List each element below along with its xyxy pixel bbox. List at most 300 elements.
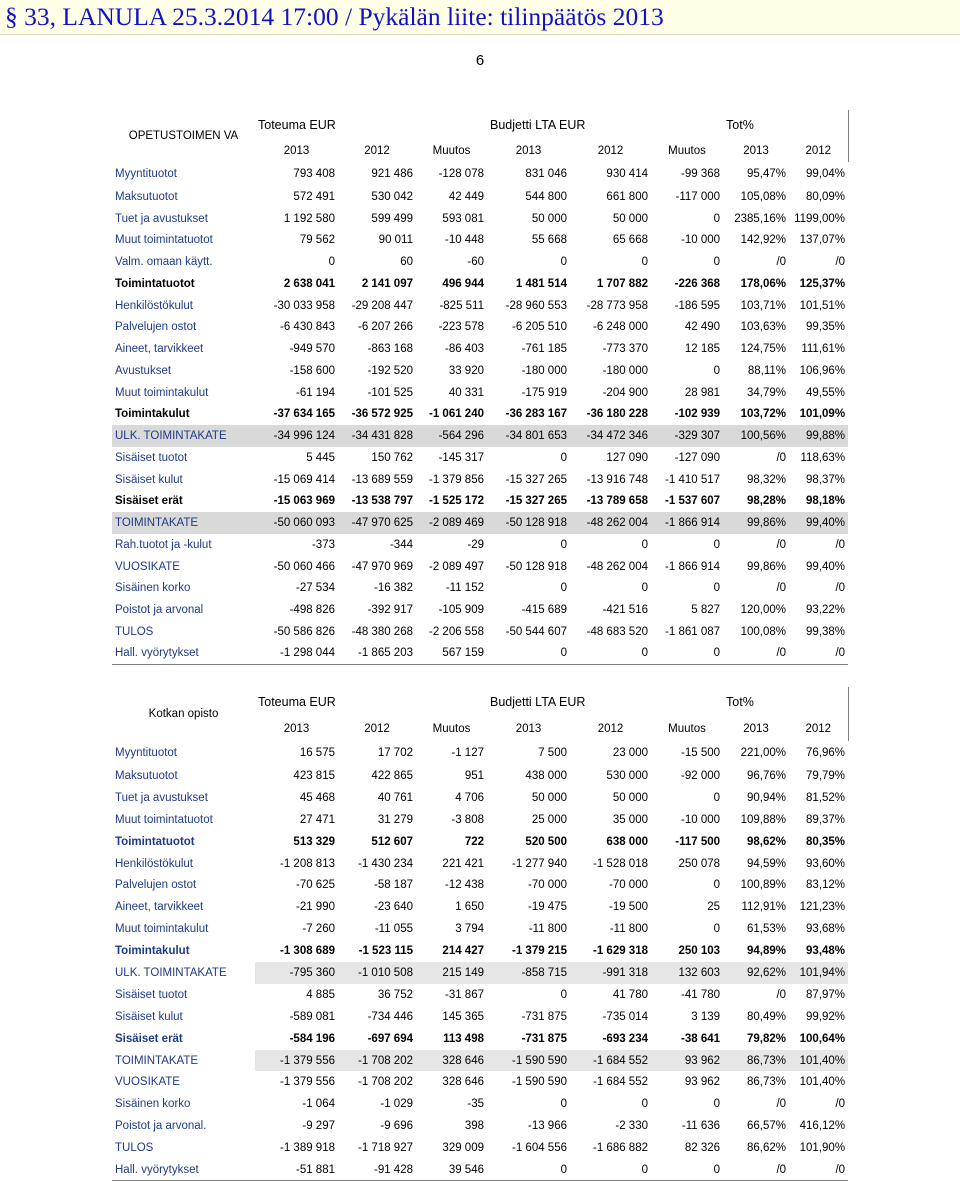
cell-value: 94,59% (747, 857, 787, 870)
cell-value: -991 318 (570, 962, 651, 984)
cell-value: -47 970 969 (351, 560, 413, 573)
cell-value: 513 329 (293, 835, 335, 848)
cell-value: 921 486 (371, 168, 413, 180)
cell-value: 1 481 514 (515, 277, 567, 290)
cell-value: 16 575 (299, 747, 335, 759)
row-label: Sisäiset kulut (115, 1010, 183, 1023)
table-row (112, 317, 848, 339)
cell-value: 93,68% (806, 923, 846, 936)
cell-value: -1 308 689 (280, 945, 335, 958)
cell-value: 35 000 (612, 813, 648, 826)
opetustoimi-table (112, 110, 849, 665)
cell-value: -734 446 (367, 1010, 413, 1023)
cell-value: 722 (464, 835, 484, 848)
cell-value: -1 010 508 (338, 962, 416, 984)
cell-value: 567 159 (416, 643, 487, 665)
cell-value: 930 414 (606, 168, 648, 180)
cell-value: 150 762 (371, 451, 413, 464)
cell-value: 98,62% (747, 835, 787, 848)
cell-value: -50 060 093 (255, 512, 338, 534)
cell-value: -10 000 (681, 813, 721, 826)
cell-value: 79,79% (806, 769, 846, 782)
cell-value: 98,32% (747, 473, 787, 486)
cell-value: 113 498 (443, 1032, 484, 1045)
cell-value: 0 (641, 538, 648, 551)
year-header: 2012 (789, 717, 848, 741)
column-group-group3: Tot% (723, 110, 848, 140)
cell-value: 65 668 (612, 234, 648, 247)
cell-value: 34,79% (747, 386, 787, 399)
row-label: Maksutuotot (115, 769, 178, 782)
cell-value: -50 544 607 (505, 625, 567, 638)
cell-value: 0 (713, 212, 721, 225)
cell-value: /0 (789, 1159, 848, 1181)
table-row (112, 534, 848, 556)
year-header: 2013 (283, 723, 310, 735)
cell-value: 4 885 (306, 988, 335, 1001)
cell-value: -50 128 918 (505, 560, 567, 573)
cell-value: 50 000 (531, 791, 567, 804)
cell-value: 17 702 (377, 747, 413, 759)
cell-value: 118,63% (800, 451, 846, 464)
cell-value: -127 090 (674, 451, 721, 464)
cell-value: -1 430 234 (358, 857, 413, 870)
table-row (112, 621, 848, 643)
table-row (112, 404, 848, 426)
cell-value: -47 970 625 (338, 512, 416, 534)
cell-value: -731 875 (521, 1010, 567, 1023)
cell-value: -392 917 (367, 604, 413, 617)
cell-value: -180 000 (602, 364, 648, 377)
row-label: Sisäiset kulut (115, 473, 183, 486)
table-row (112, 1050, 848, 1072)
cell-value: -19 475 (527, 901, 567, 914)
row-label: Tuet ja avustukset (115, 791, 208, 804)
row-label: Muut toimintatuotot (115, 234, 213, 247)
year-header: 2013 (283, 145, 310, 157)
row-label: TULOS (115, 625, 154, 638)
cell-value: -373 (311, 538, 335, 551)
cell-value: 96,76% (747, 769, 787, 782)
page-number: 6 (475, 52, 485, 69)
cell-value: 93 962 (684, 1076, 721, 1089)
cell-value: -415 689 (521, 604, 567, 617)
table-row (112, 984, 848, 1006)
cell-value: -6 207 266 (358, 321, 413, 334)
table-row (112, 874, 848, 896)
cell-value: -34 996 124 (255, 425, 338, 447)
cell-value: -1 684 552 (593, 1076, 648, 1089)
year-header: Muutos (432, 723, 471, 735)
year-header: 2013 (515, 723, 542, 735)
cell-value: -13 789 658 (586, 495, 648, 508)
banner-title: § 33, LANULA 25.3.2014 17:00 / Pykälän liite: tilinpäätös 2013 (5, 2, 664, 31)
cell-value: -329 307 (651, 425, 723, 447)
table-row (112, 578, 848, 600)
cell-value: 99,86% (723, 512, 789, 534)
cell-value: -13 538 797 (351, 495, 413, 508)
year-header: Muutos (668, 723, 706, 735)
row-label: Hall. vyörytykset (112, 1159, 255, 1181)
cell-value: -86 403 (444, 343, 484, 356)
year-header: 2013 (743, 145, 769, 157)
table-row (112, 512, 848, 534)
cell-value: -2 089 469 (416, 512, 487, 534)
cell-value: -1 379 215 (512, 945, 567, 958)
cell-value: 0 (651, 643, 723, 665)
cell-value: -11 636 (681, 1120, 721, 1133)
cell-value: -2 330 (615, 1120, 648, 1133)
cell-value: -1 389 918 (280, 1142, 335, 1155)
cell-value: 145 365 (442, 1010, 484, 1023)
cell-value: 221,00% (740, 747, 787, 759)
column-group-group2: Budjetti LTA EUR (490, 118, 586, 132)
cell-value: 111,61% (801, 343, 846, 356)
kotkan-opisto-table (112, 687, 849, 1181)
cell-value: 101,40% (789, 1050, 848, 1072)
table-row (112, 643, 848, 665)
row-label: Toimintatuotot (115, 835, 195, 848)
table-row (112, 447, 848, 469)
row-label: Toimintatuotot (115, 277, 195, 290)
cell-value: 0 (713, 538, 721, 551)
cell-value: 80,35% (806, 835, 846, 848)
cell-value: -11 800 (609, 923, 648, 936)
table-row (112, 1159, 848, 1181)
cell-value: -2 089 497 (429, 560, 484, 573)
cell-value: 530 000 (606, 769, 648, 782)
cell-value: 45 468 (299, 791, 335, 804)
table-row (112, 853, 848, 875)
table-row (112, 425, 848, 447)
cell-value: -949 570 (289, 343, 335, 356)
cell-value: -36 572 925 (351, 408, 413, 421)
cell-value: -498 826 (289, 604, 335, 617)
row-label: Sisäinen korko (115, 582, 191, 595)
cell-value: -70 000 (527, 879, 567, 892)
year-header: 2012 (364, 145, 390, 157)
row-label: TULOS (115, 1142, 154, 1155)
cell-value: -16 382 (373, 582, 413, 595)
cell-value: -1 866 914 (665, 560, 721, 573)
cell-value: -1 537 607 (665, 495, 721, 508)
cell-value: -863 168 (367, 343, 413, 356)
document-banner (0, 0, 960, 35)
cell-value: 250 078 (678, 857, 721, 870)
cell-value: 27 471 (299, 813, 335, 826)
cell-value: 328 646 (442, 1076, 484, 1089)
cell-value: 39 546 (416, 1159, 487, 1181)
table-row (112, 1093, 848, 1115)
cell-value: 438 000 (525, 769, 567, 782)
cell-value: 61,53% (747, 923, 787, 936)
cell-value: -1 629 318 (593, 945, 648, 958)
cell-value: -117 000 (675, 190, 721, 203)
row-label: Henkilöstökulut (115, 299, 193, 312)
cell-value: /0 (723, 1159, 789, 1181)
cell-value: 512 607 (371, 835, 413, 848)
cell-value: 831 046 (525, 168, 567, 180)
row-label: Avustukset (115, 364, 172, 377)
cell-value: 101,09% (799, 408, 846, 421)
table-row (112, 1028, 848, 1050)
cell-value: -34 472 346 (570, 425, 651, 447)
cell-value: -48 683 520 (586, 625, 648, 638)
cell-value: -27 534 (295, 582, 335, 595)
cell-value: 100,56% (723, 425, 789, 447)
cell-value: 94,89% (747, 945, 787, 958)
cell-value: 530 042 (371, 190, 413, 203)
cell-value: 98,37% (806, 473, 846, 486)
cell-value: 83,12% (806, 879, 846, 892)
cell-value: 106,96% (799, 364, 846, 377)
table-row (112, 1115, 848, 1137)
cell-value: 66,57% (747, 1120, 787, 1133)
cell-value: 49,55% (806, 386, 846, 399)
cell-value: -38 641 (681, 1032, 721, 1045)
cell-value: -9 696 (380, 1120, 413, 1133)
cell-value: 109,88% (740, 813, 787, 826)
year-header: Muutos (668, 145, 706, 157)
cell-value: -145 317 (438, 451, 484, 464)
cell-value: 12 185 (684, 343, 721, 356)
cell-value: -1 866 914 (651, 512, 723, 534)
cell-value: 0 (560, 1098, 567, 1111)
cell-value: -735 014 (602, 1010, 648, 1023)
cell-value: -11 152 (445, 582, 484, 595)
row-label: Muut toimintakulut (115, 386, 209, 399)
row-label: Valm. omaan käytt. (115, 256, 213, 269)
cell-value: -1 298 044 (255, 643, 338, 665)
cell-value: -15 500 (681, 747, 721, 759)
cell-value: -19 500 (608, 901, 648, 914)
cell-value: -223 578 (438, 321, 484, 334)
row-label: Palvelujen ostot (115, 879, 197, 892)
cell-value: -1 684 552 (570, 1050, 651, 1072)
cell-value: 178,06% (740, 277, 787, 290)
cell-value: -693 234 (602, 1032, 648, 1045)
cell-value: 593 081 (442, 212, 484, 225)
cell-value: 81,52% (806, 791, 846, 804)
cell-value: 638 000 (606, 835, 648, 848)
cell-value: 1 192 580 (283, 212, 335, 225)
cell-value: /0 (776, 451, 787, 464)
cell-value: 1199,00% (794, 212, 846, 225)
cell-value: 99,88% (789, 425, 848, 447)
table-row (112, 765, 848, 787)
table-row (112, 556, 848, 578)
cell-value: -29 (467, 538, 484, 551)
cell-value: -1 379 556 (255, 1050, 338, 1072)
cell-value: -13 689 559 (351, 473, 413, 486)
cell-value: 90 011 (378, 234, 413, 247)
cell-value: 103,72% (740, 408, 787, 421)
cell-value: 40 761 (377, 791, 413, 804)
cell-value: -731 875 (521, 1032, 567, 1045)
cell-value: -1 208 813 (280, 857, 335, 870)
cell-value: -564 296 (416, 425, 487, 447)
cell-value: -21 990 (295, 901, 335, 914)
cell-value: -101 525 (367, 386, 413, 399)
header-row (112, 687, 848, 717)
table-row (112, 382, 848, 404)
cell-value: 328 646 (416, 1050, 487, 1072)
cell-value: -1 523 115 (358, 945, 413, 958)
cell-value: -60 (467, 256, 484, 269)
cell-value: /0 (789, 643, 848, 665)
cell-value: 398 (464, 1120, 484, 1133)
cell-value: -102 939 (674, 408, 721, 421)
row-label: Rah.tuotot ja -kulut (115, 538, 212, 551)
column-group-group2: Budjetti LTA EUR (490, 695, 586, 709)
cell-value: -50 128 918 (487, 512, 570, 534)
cell-value: -1 277 940 (512, 857, 567, 870)
cell-value: 92,62% (723, 962, 789, 984)
cell-value: 4 706 (455, 791, 484, 804)
row-label: Palvelujen ostot (115, 321, 197, 334)
cell-value: 88,11% (747, 364, 787, 377)
cell-value: 99,86% (747, 560, 787, 573)
row-label: Hall. vyörytykset (112, 643, 255, 665)
cell-value: /0 (776, 988, 787, 1001)
cell-value: 121,23% (799, 901, 846, 914)
cell-value: 41 780 (612, 988, 648, 1001)
cell-value: /0 (776, 1098, 787, 1111)
cell-value: 23 000 (612, 747, 648, 759)
cell-value: 5 445 (306, 451, 335, 464)
cell-value: -92 000 (681, 769, 721, 782)
cell-value: -421 516 (602, 604, 648, 617)
table-row (112, 1006, 848, 1028)
cell-value: -15 069 414 (273, 473, 335, 486)
table-title: OPETUSTOIMEN VA (128, 130, 239, 142)
cell-value: 0 (713, 1098, 721, 1111)
cell-value: 793 408 (293, 168, 335, 180)
cell-value: 423 815 (293, 769, 335, 782)
cell-value: 3 139 (691, 1010, 721, 1023)
cell-value: -51 881 (255, 1159, 338, 1181)
header-row (112, 110, 848, 140)
row-label: VUOSIKATE (115, 560, 180, 573)
cell-value: 572 491 (293, 190, 335, 203)
cell-value: 496 944 (442, 277, 484, 290)
cell-value: -50 586 826 (273, 625, 335, 638)
year-header: 2012 (789, 140, 848, 162)
row-label: Toimintakulut (115, 945, 190, 958)
cell-value: -1 127 (451, 747, 484, 759)
cell-value: /0 (776, 256, 787, 269)
cell-value: 7 500 (538, 747, 567, 759)
cell-value: 5 827 (691, 604, 721, 617)
row-label: Sisäinen korko (115, 1098, 191, 1111)
cell-value: -7 260 (302, 923, 335, 936)
cell-value: 36 752 (377, 988, 413, 1001)
cell-value: 80,49% (747, 1010, 787, 1023)
cell-value: 95,47% (747, 168, 787, 180)
row-label: Henkilöstökulut (115, 857, 193, 870)
cell-value: 142,92% (740, 234, 787, 247)
cell-value: 42 449 (448, 190, 484, 203)
cell-value: -13 966 (527, 1120, 567, 1133)
cell-value: -1 865 203 (338, 643, 416, 665)
table-row (112, 230, 848, 252)
cell-value: /0 (776, 582, 787, 595)
cell-value: /0 (835, 1098, 846, 1111)
cell-value: 93,48% (806, 945, 846, 958)
cell-value: -91 428 (338, 1159, 416, 1181)
cell-value: -48 262 004 (570, 512, 651, 534)
cell-value: -1 379 556 (280, 1076, 335, 1089)
cell-value: 422 865 (371, 769, 413, 782)
cell-value: /0 (835, 538, 846, 551)
cell-value: -15 327 265 (505, 473, 567, 486)
cell-value: 90,94% (747, 791, 787, 804)
row-label: TOIMINTAKATE (112, 512, 255, 534)
cell-value: 0 (328, 256, 335, 269)
cell-value: -1 525 172 (429, 495, 484, 508)
cell-value: 50 000 (612, 791, 648, 804)
cell-value: -48 380 268 (351, 625, 413, 638)
cell-value: 0 (713, 879, 721, 892)
row-label: Muut toimintakulut (115, 923, 209, 936)
table-row (112, 186, 848, 208)
cell-value: -180 000 (521, 364, 567, 377)
row-label: Sisäiset tuotot (115, 451, 188, 464)
cell-value: -1 528 018 (593, 857, 648, 870)
cell-value: 125,37% (799, 277, 846, 290)
cell-value: 2 141 097 (361, 277, 413, 290)
cell-value: 33 920 (448, 364, 484, 377)
cell-value: 98,28% (747, 495, 787, 508)
cell-value: -3 808 (451, 813, 484, 826)
cell-value: 103,71% (740, 299, 787, 312)
cell-value: 42 490 (684, 321, 721, 334)
cell-value: 0 (641, 256, 648, 269)
cell-value: 0 (641, 1098, 648, 1111)
cell-value: -99 368 (681, 168, 721, 180)
cell-value: 98,18% (806, 495, 846, 508)
row-label: VUOSIKATE (115, 1076, 180, 1089)
cell-value: 0 (560, 988, 567, 1001)
cell-value: 99,40% (789, 512, 848, 534)
cell-value: -28 960 553 (505, 299, 567, 312)
cell-value: -9 297 (302, 1120, 335, 1133)
table-row (112, 1137, 848, 1159)
cell-value: 93,22% (806, 604, 846, 617)
row-label: ULK. TOIMINTAKATE (115, 966, 227, 979)
row-label: Tuet ja avustukset (115, 212, 208, 225)
cell-value: -1 064 (302, 1098, 335, 1111)
year-header: 2012 (597, 145, 624, 157)
row-label: ULK. TOIMINTAKATE (112, 425, 255, 447)
year-header: 2012 (364, 723, 390, 735)
cell-value: -10 448 (444, 234, 484, 247)
year-header: Muutos (432, 145, 471, 157)
table-row (112, 831, 848, 853)
cell-value: 100,64% (799, 1032, 846, 1045)
cell-value: 55 668 (531, 234, 567, 247)
table-row (112, 599, 848, 621)
cell-value: -15 327 265 (505, 495, 567, 508)
cell-value: -697 694 (367, 1032, 413, 1045)
cell-value: 0 (570, 1159, 651, 1181)
cell-value: 28 981 (684, 386, 721, 399)
cell-value: 1 650 (455, 901, 484, 914)
cell-value: -1 708 202 (358, 1076, 413, 1089)
cell-value: 0 (713, 791, 721, 804)
cell-value: -29 208 447 (351, 299, 413, 312)
cell-value: -37 634 165 (273, 408, 335, 421)
